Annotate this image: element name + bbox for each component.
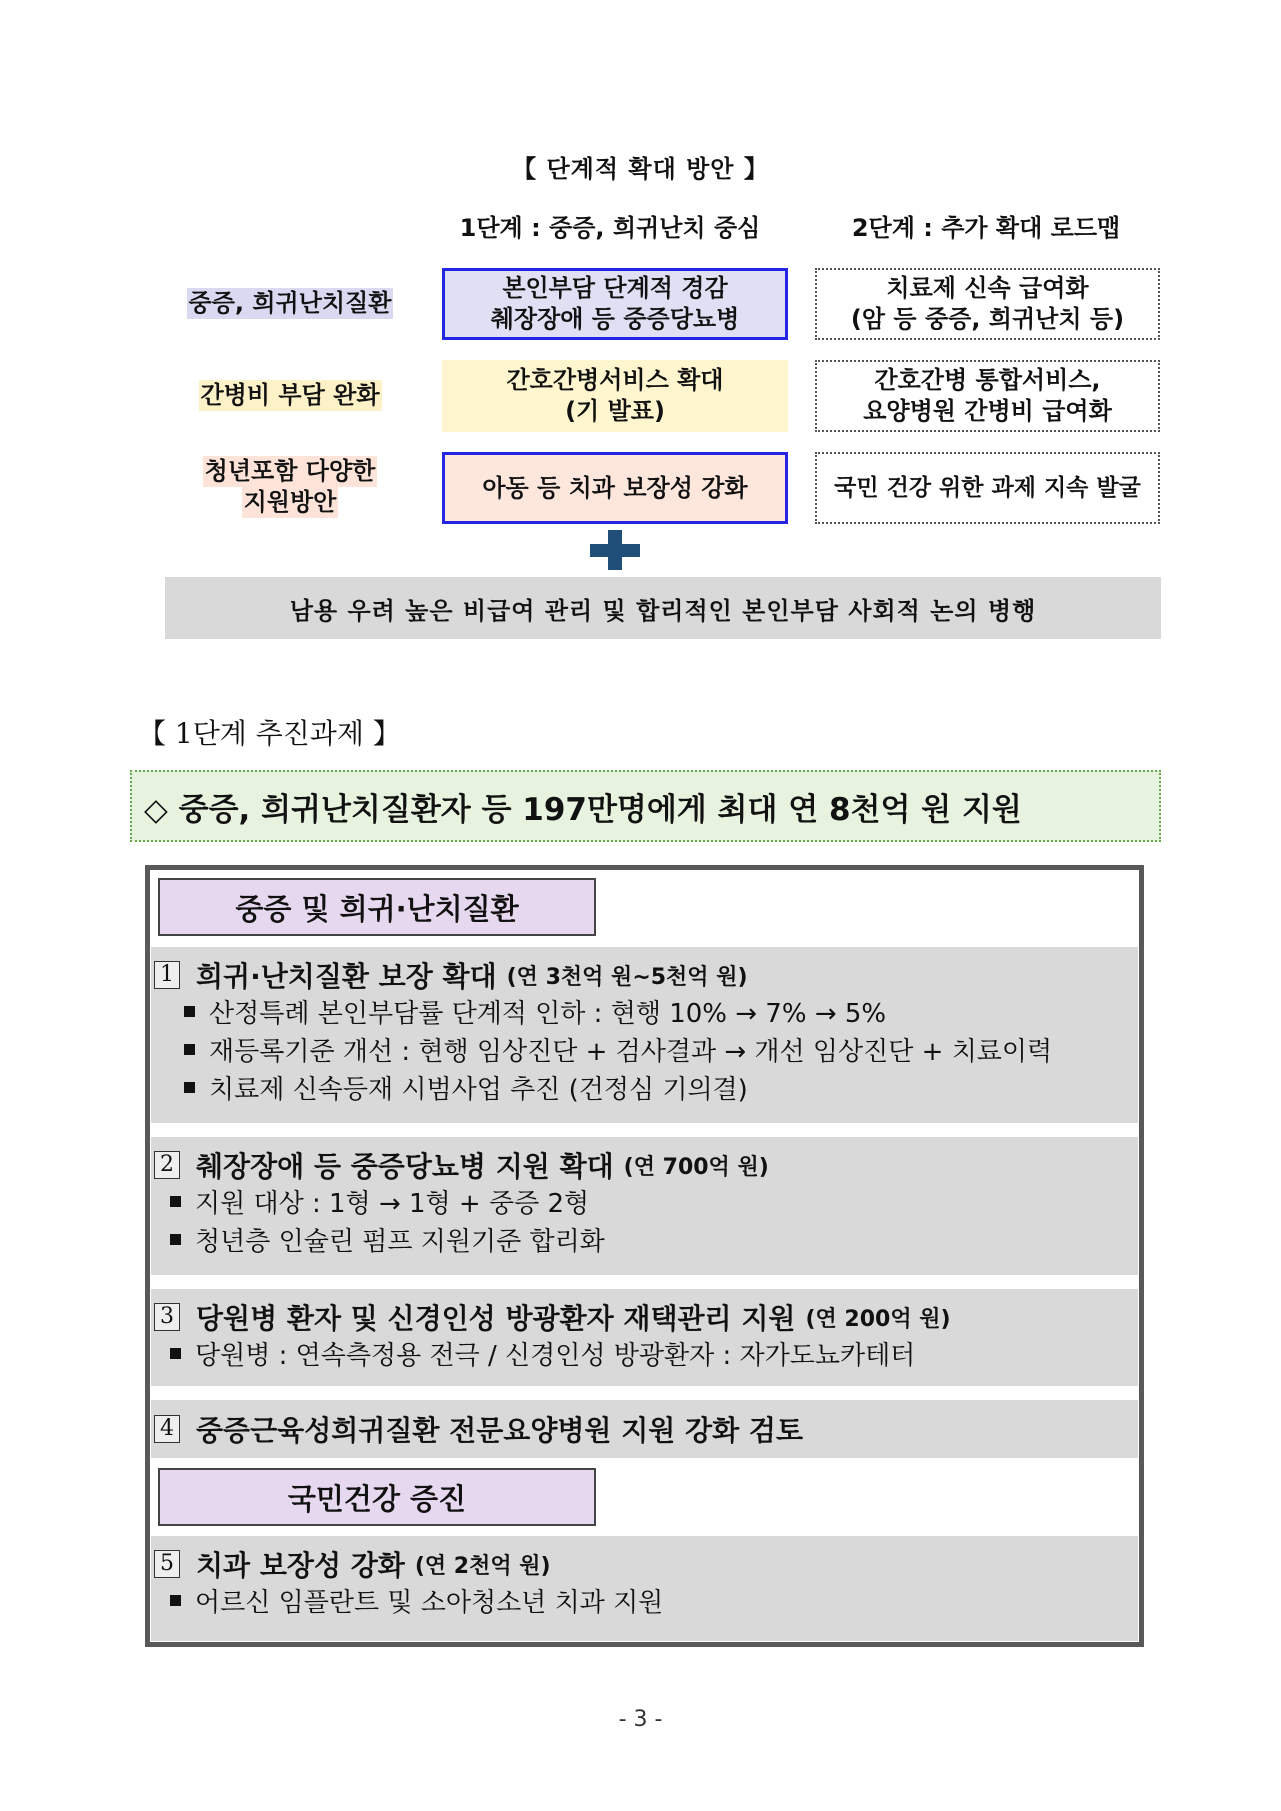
task-number: 1 [154, 961, 180, 989]
task-panel-1 [151, 947, 1138, 1123]
row-label-caregiving [160, 360, 420, 430]
task-bullet: 어르신 임플란트 및 소아청소년 치과 지원 [154, 1584, 1138, 1622]
task-bullet: 재등록기준 개선 : 현행 임상진단 + 검사결과 → 개선 임상진단 + 치료이력 [154, 1033, 1138, 1071]
box-line: 본인부담 단계적 경감 [502, 274, 728, 302]
task-panel-4 [151, 1400, 1138, 1458]
task-number: 5 [154, 1550, 180, 1578]
row-label-youth-support [160, 452, 420, 522]
bottom-bar: 남용 우려 높은 비급여 관리 및 합리적인 본인부담 사회적 논의 병행 [165, 577, 1161, 639]
task-bullet: 산정특례 본인부담률 단계적 인하 : 현행 10% → 7% → 5% [154, 995, 1138, 1033]
box-line: 간호간병 통합서비스, [874, 366, 1101, 394]
task-budget: (연 700억 원) [623, 1154, 769, 1180]
task-number: 3 [154, 1303, 180, 1331]
task-title: 췌장장애 등 중증당뇨병 지원 확대 [196, 1150, 614, 1183]
box-line: 췌장장애 등 중증당뇨병 [490, 305, 740, 333]
category-public-health: 국민건강 증진 [158, 1468, 596, 1526]
box-line: 치료제 신속 급여화 [886, 274, 1089, 302]
box-line: 요양병원 간병비 급여화 [863, 397, 1112, 425]
bullet-square-icon [170, 1348, 181, 1359]
row-label-text: 간병비 부담 완화 [200, 380, 380, 409]
diagram-title: 【 단계적 확대 방안 】 [512, 154, 769, 183]
bullet-square-icon [170, 1196, 181, 1207]
row-label-text: 청년포함 다양한 [204, 457, 376, 485]
task-title: 중증근육성희귀질환 전문요양병원 지원 강화 검토 [196, 1414, 804, 1447]
task-heading [154, 955, 1138, 995]
task-title: 치과 보장성 강화 [196, 1549, 405, 1582]
task-heading [154, 1544, 1138, 1584]
bullet-square-icon [184, 1082, 195, 1093]
task-heading [154, 1409, 1138, 1449]
stage1-box-dental [442, 452, 788, 524]
bullet-square-icon [184, 1006, 195, 1017]
task-bullet: 당원병 : 연속측정용 전극 / 신경인성 방광환자 : 자가도뇨카테터 [154, 1337, 1138, 1375]
stage2-column-header: 2단계 : 추가 확대 로드맵 [851, 213, 1121, 242]
task-panel-3 [151, 1289, 1138, 1386]
task-bullet: 치료제 신속등재 시범사업 추진 (건정심 기의결) [154, 1071, 1138, 1109]
task-budget: (연 3천억 원~5천억 원) [506, 964, 748, 990]
row-label-severe-rare [160, 268, 420, 338]
task-panel-5 [151, 1536, 1138, 1641]
row-label-text: 중증, 희귀난치질환 [188, 288, 392, 317]
task-heading [154, 1297, 1138, 1337]
stage2-box-new-tasks [815, 452, 1160, 524]
summary-highlight-box: ◇ 중증, 희귀난치질환자 등 197만명에게 최대 연 8천억 원 지원 [130, 770, 1161, 842]
box-line: 아동 등 치과 보장성 강화 [482, 473, 748, 502]
task-number: 2 [154, 1151, 180, 1179]
stage1-box-caregiving [442, 360, 788, 432]
page-number: - 3 - [618, 1706, 663, 1732]
stage2-box-integrated-nursing [815, 360, 1160, 432]
box-line: 국민 건강 위한 과제 지속 발굴 [834, 474, 1141, 501]
task-bullet: 지원 대상 : 1형 → 1형 + 중증 2형 [154, 1185, 1138, 1223]
box-line: (기 발표) [565, 397, 665, 425]
task-number: 4 [154, 1415, 180, 1443]
bullet-square-icon [170, 1234, 181, 1245]
stage2-box-drug-coverage [815, 268, 1160, 340]
box-line: 간호간병서비스 확대 [506, 366, 724, 394]
stage1-section-title: 【 1단계 추진과제 】 [138, 717, 401, 750]
stage1-column-header: 1단계 : 중증, 희귀난치 중심 [459, 213, 761, 242]
plus-icon [590, 530, 640, 570]
stage1-box-severe-rare [442, 268, 788, 340]
bullet-square-icon [170, 1595, 181, 1606]
task-heading [154, 1145, 1138, 1185]
category-severe-rare: 중증 및 희귀·난치질환 [158, 878, 596, 936]
row-label-text: 지원방안 [243, 488, 337, 516]
task-bullet: 청년층 인슐린 펌프 지원기준 합리화 [154, 1223, 1138, 1261]
bullet-square-icon [184, 1044, 195, 1055]
task-budget: (연 2천억 원) [414, 1553, 551, 1579]
box-line: (암 등 중증, 희귀난치 등) [850, 305, 1125, 333]
task-panel-2 [151, 1137, 1138, 1275]
task-budget: (연 200억 원) [805, 1306, 951, 1332]
task-title: 당원병 환자 및 신경인성 방광환자 재택관리 지원 [196, 1302, 796, 1335]
task-title: 희귀·난치질환 보장 확대 [196, 960, 497, 993]
